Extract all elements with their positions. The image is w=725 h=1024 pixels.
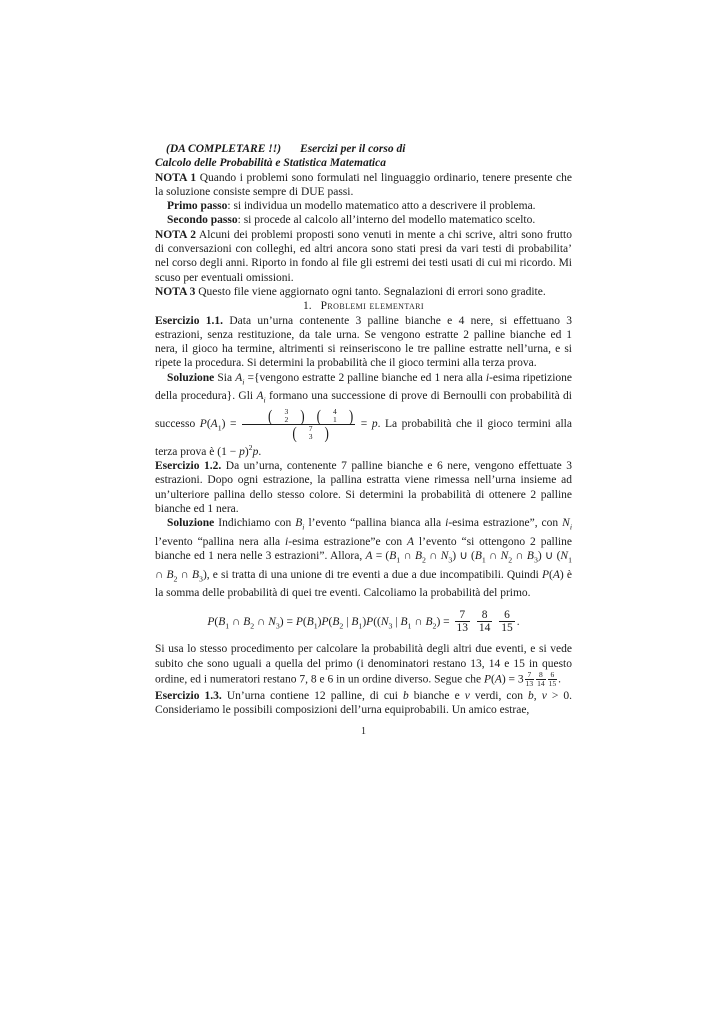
exercise-1-2-display-equation: $P(B_1$ ∩ $B_2$ ∩ $N_3) = P(B_1)P(B_2$ | $B_1)P((N_3$ | $B_1$ ∩ $B_2$) = $\frac{7}{13}$ $\frac{8}{14}$ $\frac{6}{15}$ . [207, 608, 520, 635]
exercise-1-2-solution-text: Indichiamo con $B_i$ l’evento “pallina bianca alla i-esima estrazione”, con $N_i$ l’evento “pallina nera alla i-esima estrazione”e con A l’evento “si ottengono 2 palline bianche ed 1 nera nelle 3 estrazioni”. Allora, $A = (B_1$ ∩ $B_2$ ∩ $N_3$) ∪ ($B_1$ ∩ $N_2$ ∩ $B_3$) ∪ ($N_1$ ∩ $B_2$ ∩ $B_3$), e si tratta di una unione di tre eventi a due a due incompatibili. Quindi P(A) è la somma delle probabilità di quei tre eventi. Calcoliamo la probabilità del primo. [155, 517, 573, 600]
primo-passo-text: : si individua un modello matematico atto a descrivere il problema. [227, 200, 536, 213]
nota-3-label: NOTA 3 [155, 285, 196, 298]
exercise-1-2-text: Da un’urna, contenente 7 palline bianche e 6 nere, vengono effettuate 3 estrazioni. Dopo ogni estrazione, la pallina estratta viene rimessa nell’urna insieme ad un’ulteriore pallina dello stesso colore. Si determini la probabilità di ottenere 2 palline bianche ed 1 nera. [155, 459, 573, 515]
exercise-1-3-label: Esercizio 1.3. [155, 689, 222, 702]
section-title: Problemi elementari [320, 300, 424, 313]
exercise-1-2-label: Esercizio 1.2. [155, 459, 222, 472]
nota-1-label: NOTA 1 [155, 171, 197, 184]
exercise-1-2-statement [155, 459, 572, 516]
exercise-1-3-text: Un’urna contiene 12 palline, di cui b bianche e v verdi, con b, v > 0. Consideriamo le possibili composizioni dell’urna equiprobabili. Un amico estrae, [155, 689, 573, 716]
secondo-passo-text: : si procede al calcolo all’interno del modello matematico scelto. [237, 214, 536, 227]
nota-1-text: Quando i problemi sono formulati nel linguaggio ordinario, tenere presente che la soluzione consiste sempre di DUE passi. [155, 171, 572, 198]
title-line-2: Calcolo delle Probabilità e Statistica Matematica [155, 157, 386, 170]
exercise-1-2-continuation: Si usa lo stesso procedimento per calcolare la probabilità degli altri due eventi, e si vede subito che sono uguali a quella del primo (i denominatori restano 13, 14 e 15 in questo ordine, ed i numeratori restano 7, 8 e 6 in un ordine diverso. Segue che P(A) = 3 $\frac{7}{13}$ $\frac{8}{14}$ $\frac{6}{15}$ . [155, 643, 572, 689]
secondo-passo-label: Secondo passo [167, 214, 238, 227]
title-course-text: Esercizi per il corso di [300, 143, 406, 155]
nota-1-secondo-passo [155, 213, 572, 227]
nota-1-primo-passo [155, 199, 572, 213]
section-heading [155, 299, 572, 313]
title-line-1 [155, 142, 572, 156]
nota-3-text: Questo file viene aggiornato ogni tanto. Segnalazioni di errori sono gradite. [198, 285, 546, 298]
section-number: 1. [303, 300, 312, 313]
document-content [155, 142, 572, 740]
primo-passo-label: Primo passo [167, 200, 228, 213]
nota-2-text: Alcuni dei problemi proposti sono venuti in mente a chi scrive, altri sono frutto di conversazioni con colleghi, ed altri ancora sono stati presi da vari testi di probabilita’ nel corso degli anni. Riporto in fondo al file gli estremi dei testi usati di cui mi ricordo. Mi scuso per eventuali omissioni. [155, 228, 572, 284]
nota-1-paragraph [155, 171, 572, 200]
exercise-1-1-label: Esercizio 1.1. [155, 314, 224, 327]
nota-2-paragraph [155, 228, 572, 285]
exercise-1-1-solution-label: Soluzione [167, 371, 215, 384]
document-title [155, 142, 572, 171]
nota-3-paragraph [155, 285, 572, 299]
exercise-1-2-solution-label: Soluzione [167, 517, 215, 530]
title-prefix: (DA COMPLETARE !!) [166, 143, 282, 155]
exercise-1-1-solution-text: Sia $A_i$ ={vengono estratte 2 palline bianche ed 1 nera alla i-esima ripetizione della procedura}. Gli $A_i$ formano una successione di prove di Bernoulli con probabilità di successo $P(A_1)$ = ( 3 2 ) ( 4 1 ) ( 7 3 ) = p. La probabilità che il gioco termini alla terza prova è $(1 - p)^2p$. [155, 371, 573, 458]
page-number: 1 [361, 726, 366, 738]
exercise-1-3-statement [155, 689, 572, 718]
exercise-1-1-solution [155, 371, 572, 459]
exercise-1-2-solution [155, 516, 572, 600]
nota-2-label: NOTA 2 [155, 228, 197, 241]
exercise-1-1-text: Data un’urna contenente 3 palline bianche e 4 nere, si effettuano 3 estrazioni, senza restituzione, da tale urna. Se vengono estratte 2 palline bianche ed 1 nera, il gioco ha termine, altrimenti si reinseriscono le tre palline estratte nell’urna, e si ripete la procedura. Si determini la probabilità che il gioco termini alla terza prova. [155, 314, 572, 370]
exercise-1-1-statement [155, 314, 572, 371]
